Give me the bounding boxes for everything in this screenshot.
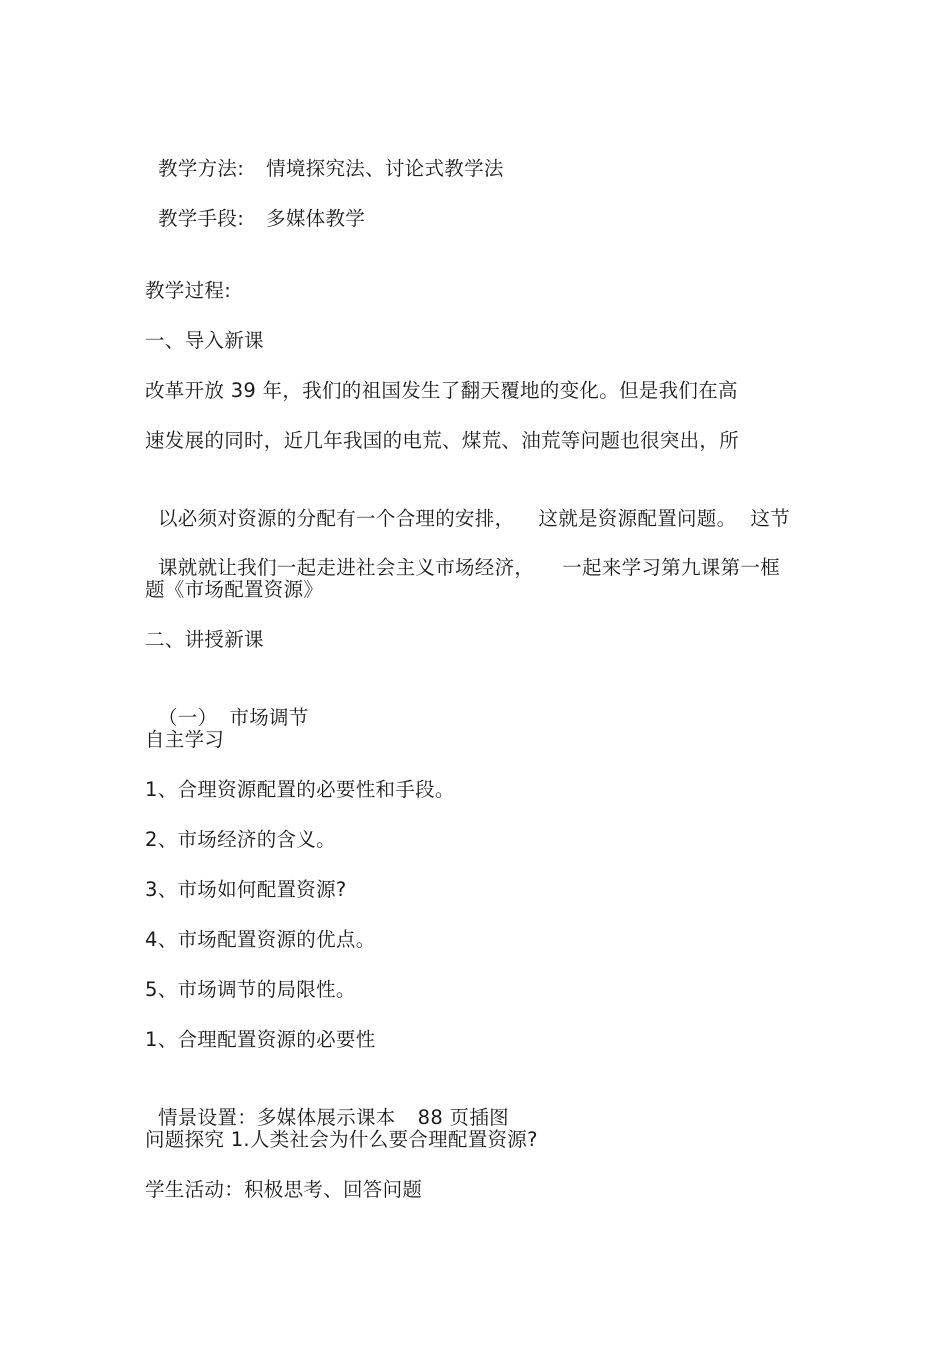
intro-line-4b: 一起来学习第九课第一框 [562,556,781,579]
question-line: 问题探究 1.人类社会为什么要合理配置资源? [145,1128,538,1151]
activity-line: 学生活动：积极思考、回答问题 [145,1178,423,1201]
intro-line-3c: 这节 [750,507,791,530]
intro-line-3 [145,477,790,533]
teaching-means-label: 教学手段: [158,207,245,230]
scenario-line [145,1076,509,1132]
list-item: 3、市场如何配置资源? [145,878,347,901]
list-item: 1、合理资源配置的必要性和手段。 [145,778,455,801]
intro-line-4a: 课就就让我们一起走进社会主义市场经济， [158,556,535,579]
subsection1-number: （一） [158,706,218,729]
scenario-text: 情景设置：多媒体展示课本 [158,1106,396,1129]
list-item: 5、市场调节的局限性。 [145,978,356,1001]
teaching-method-line [145,127,504,183]
subsection1-heading [145,676,309,732]
teaching-means-line [145,177,365,233]
point1-heading: 1、合理配置资源的必要性 [145,1028,376,1051]
intro-line-1: 改革开放 39 年，我们的祖国发生了翻天覆地的变化。但是我们在高 [145,379,738,402]
section1-title: 一、导入新课 [145,329,264,352]
self-study-label: 自主学习 [145,728,225,751]
intro-line-5: 题《市场配置资源》 [145,578,324,601]
teaching-means-value: 多媒体教学 [266,207,366,230]
teaching-method-label: 教学方法: [158,157,245,180]
section2-title: 二、讲授新课 [145,628,264,651]
list-item: 4、市场配置资源的优点。 [145,928,376,951]
teaching-method-value: 情境探究法、讨论式教学法 [266,157,504,180]
intro-line-3b: 这就是资源配置问题。 [538,507,737,530]
scenario-page-ref: 88 页插图 [417,1106,509,1129]
intro-line-2: 速发展的同时，近几年我国的电荒、煤荒、油荒等问题也很突出，所 [145,429,740,452]
subsection1-title: 市场调节 [229,706,309,729]
teaching-process-label: 教学过程: [145,279,232,302]
intro-line-4 [145,526,780,582]
intro-line-3a: 以必须对资源的分配有一个合理的安排， [158,507,515,530]
list-item: 2、市场经济的含义。 [145,828,336,851]
